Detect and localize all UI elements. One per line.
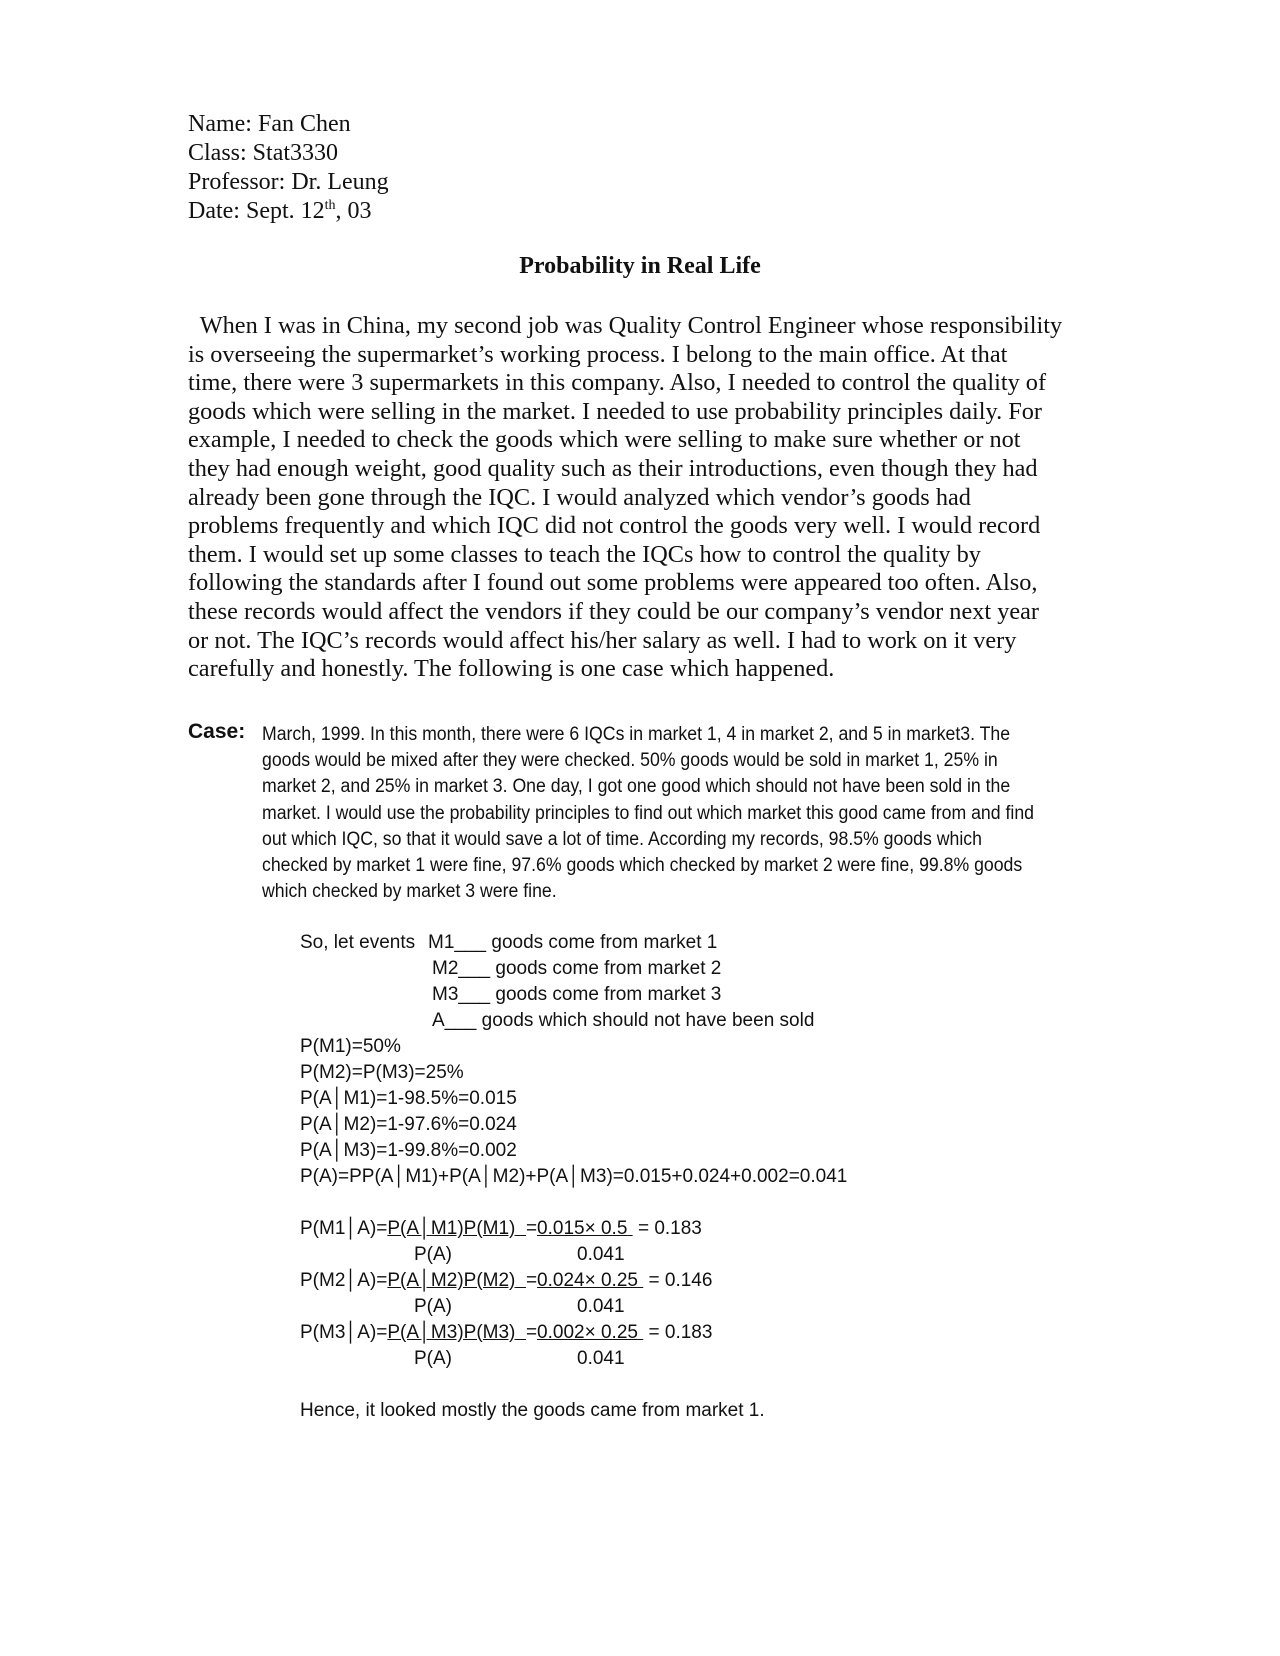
case-line: goods would be mixed after they were checked. 50% goods would be sold in market 1, 25% in xyxy=(262,750,998,772)
body-line: carefully and honestly. The following is one case which happened. xyxy=(188,655,835,683)
bayes-equals: = xyxy=(525,1270,538,1291)
body-paragraph xyxy=(188,312,1096,684)
prob-a-given-m3: P(A│M3)=1-99.8%=0.002 xyxy=(300,1140,517,1161)
bayes-numeric-numerator: 0.002× 0.25 xyxy=(537,1322,638,1343)
body-line: these records would affect the vendors if they could be our company’s vendor next year xyxy=(188,597,1040,625)
class-name: Class: Stat3330 xyxy=(188,140,339,166)
body-line: following the standards after I found out some problems were appeared too often. Also, xyxy=(188,569,1038,597)
page-title: Probability in Real Life xyxy=(519,253,761,279)
case-label: Case: xyxy=(188,720,246,743)
bayes-numeric-denominator: 0.041 xyxy=(577,1348,625,1369)
case-line: market 2, and 25% in market 3. One day, I got one good which should not have been sold in the xyxy=(262,776,1011,798)
body-line: them. I would set up some classes to teach the IQCs how to control the quality by xyxy=(188,540,981,568)
conclusion: Hence, it looked mostly the goods came from market 1. xyxy=(300,1400,765,1421)
prob-a-given-m1: P(A│M1)=1-98.5%=0.015 xyxy=(300,1088,517,1109)
bayes-m1-numerator-line xyxy=(300,1218,702,1240)
bayes-lhs: P(M1│A)= xyxy=(300,1218,388,1239)
case-description xyxy=(262,722,1034,905)
bayes-result: = 0.146 xyxy=(648,1270,713,1291)
bayes-lhs: P(M2│A)= xyxy=(300,1270,388,1291)
bayes-result: = 0.183 xyxy=(637,1218,702,1239)
bayes-numeric-denominator: 0.041 xyxy=(577,1244,625,1265)
bayes-equals: = xyxy=(525,1218,538,1239)
bayes-numeric-denominator: 0.041 xyxy=(577,1296,625,1317)
event-m1: M1___ goods come from market 1 xyxy=(428,932,718,953)
event-m2: M2___ goods come from market 2 xyxy=(432,958,722,979)
bayes-denominator: P(A) xyxy=(414,1244,452,1265)
case-line: which checked by market 3 were fine. xyxy=(262,881,557,903)
body-line: they had enough weight, good quality such as their introductions, even though they had xyxy=(188,454,1038,482)
student-name: Name: Fan Chen xyxy=(188,111,351,137)
bayes-lhs: P(M3│A)= xyxy=(300,1322,388,1343)
date-suffix: , 03 xyxy=(335,198,372,224)
body-line: time, there were 3 supermarkets in this company. Also, I needed to control the quality of xyxy=(188,369,1047,397)
event-m3: M3___ goods come from market 3 xyxy=(432,984,722,1005)
body-line: goods which were selling in the market. I needed to use probability principles daily. For xyxy=(188,397,1043,425)
body-line: When I was in China, my second job was Quality Control Engineer whose responsibility xyxy=(188,312,1063,339)
bayes-numerator: P(A│M3)P(M3) xyxy=(387,1322,516,1343)
case-line: market. I would use the probability principles to find out which market this good came from and find xyxy=(262,802,1034,824)
bayes-numeric-numerator: 0.024× 0.25 xyxy=(537,1270,638,1291)
bayes-numeric-numerator: 0.015× 0.5 xyxy=(537,1218,628,1239)
bayes-m2-numerator-line xyxy=(300,1270,712,1292)
bayes-equals: = xyxy=(525,1322,538,1343)
date-superscript: th xyxy=(324,198,336,213)
body-line: or not. The IQC’s records would affect his/her salary as well. I had to work on it very xyxy=(188,626,1017,654)
case-line: checked by market 1 were fine, 97.6% goods which checked by market 2 were fine, 99.8% goods xyxy=(262,854,1023,876)
bayes-m3-numerator-line xyxy=(300,1322,712,1344)
bayes-numerator: P(A│M2)P(M2) xyxy=(387,1270,516,1291)
prob-a-given-m2: P(A│M2)=1-97.6%=0.024 xyxy=(300,1114,517,1135)
date-prefix: Date: Sept. 12 xyxy=(188,198,325,224)
body-line: problems frequently and which IQC did not control the goods very well. I would record xyxy=(188,512,1041,540)
date-line xyxy=(188,197,389,226)
event-a: A___ goods which should not have been sold xyxy=(432,1010,815,1031)
case-line: March, 1999. In this month, there were 6 IQCs in market 1, 4 in market 2, and 5 in market3. The xyxy=(262,724,1011,745)
bayes-denominator: P(A) xyxy=(414,1296,452,1317)
prob-a-total: P(A)=PP(A│M1)+P(A│M2)+P(A│M3)=0.015+0.024+0.002=0.041 xyxy=(300,1166,848,1187)
bayes-result: = 0.183 xyxy=(648,1322,713,1343)
prob-m2-m3: P(M2)=P(M3)=25% xyxy=(300,1062,464,1083)
bayes-numerator: P(A│M1)P(M1) xyxy=(387,1218,516,1239)
bayes-denominator: P(A) xyxy=(414,1348,452,1369)
body-line: example, I needed to check the goods which were selling to make sure whether or not xyxy=(188,426,1021,454)
header-block xyxy=(188,110,389,226)
prob-m1: P(M1)=50% xyxy=(300,1036,401,1057)
events-intro: So, let events xyxy=(300,932,416,953)
body-line: already been gone through the IQC. I would analyzed which vendor’s goods had xyxy=(188,483,971,511)
professor-name: Professor: Dr. Leung xyxy=(188,169,389,195)
body-line: is overseeing the supermarket’s working process. I belong to the main office. At that xyxy=(188,340,1008,368)
case-line: out which IQC, so that it would save a lot of time. According my records, 98.5% goods which xyxy=(262,828,982,850)
